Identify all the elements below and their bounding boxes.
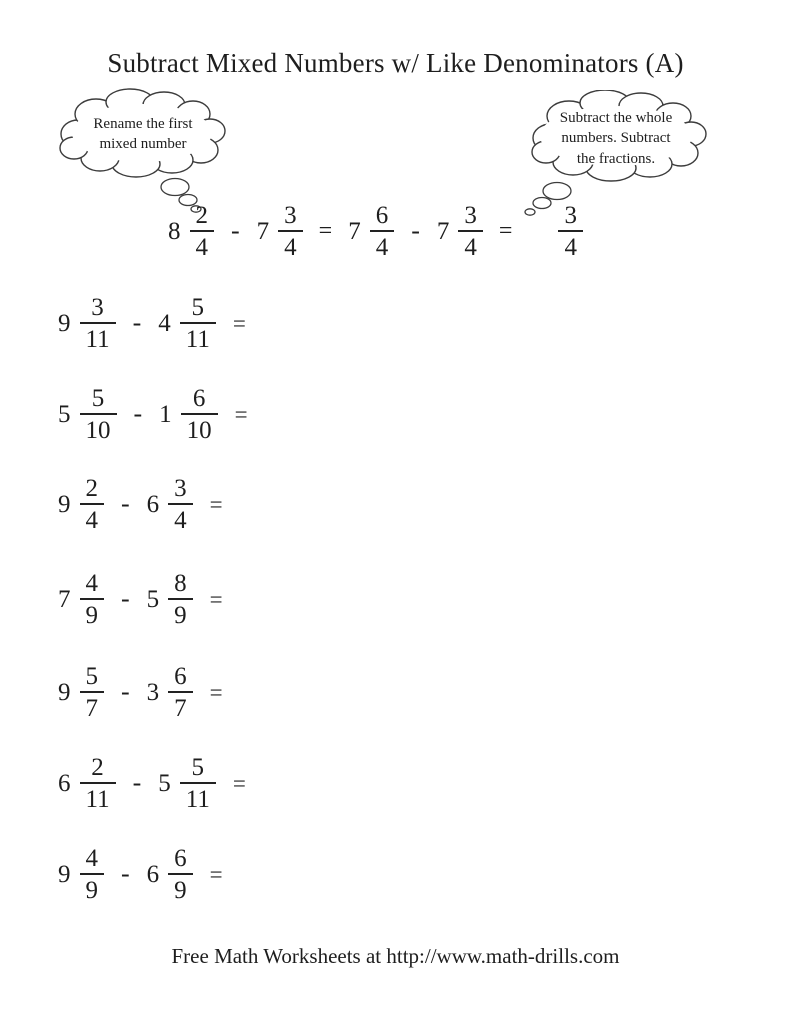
fraction-numerator: 2 (91, 754, 104, 781)
example-result-fraction (558, 200, 583, 262)
fraction (168, 843, 193, 905)
fraction-numerator: 8 (174, 570, 187, 597)
example-whole-3: 7 (348, 217, 361, 245)
fraction (80, 843, 105, 905)
fraction-denominator: 4 (174, 507, 187, 534)
bubble-right-line3: the fractions. (576, 150, 656, 167)
fraction (168, 661, 193, 723)
whole-number: 9 (58, 860, 71, 888)
fraction-denominator: 7 (85, 695, 98, 722)
fraction-denominator: 4 (564, 234, 577, 261)
whole-number: 3 (146, 678, 160, 706)
example-whole-1: 8 (168, 217, 181, 245)
example-row (168, 200, 583, 262)
fraction (80, 473, 105, 535)
minus-sign: - (121, 489, 130, 518)
fraction-numerator: 3 (284, 202, 297, 229)
equals-sign: = (232, 310, 246, 336)
problem-row-7 (58, 843, 223, 905)
bubble-right-text (537, 108, 695, 169)
fraction-numerator: 2 (195, 202, 208, 229)
fraction-denominator: 9 (85, 877, 98, 904)
fraction (80, 752, 116, 814)
fraction-denominator: 4 (375, 234, 389, 261)
fraction-numerator: 6 (174, 663, 187, 690)
minus-sign: - (231, 216, 240, 245)
whole-number: 9 (58, 309, 71, 337)
fraction-denominator: 11 (85, 786, 110, 813)
problem-row-5 (58, 661, 223, 723)
fraction-numerator: 2 (85, 475, 98, 502)
problem-row-2 (58, 383, 248, 445)
fraction-denominator: 9 (174, 602, 187, 629)
example-whole-4: 7 (436, 217, 450, 245)
equals-sign: = (318, 218, 333, 244)
minus-sign: - (121, 859, 130, 888)
footer-credit: Free Math Worksheets at http://www.math-drills.com (171, 944, 620, 968)
fraction (80, 568, 105, 630)
fraction (168, 473, 193, 535)
fraction-numerator: 3 (564, 202, 577, 229)
whole-number: 6 (146, 490, 160, 518)
minus-sign: - (411, 216, 420, 245)
fraction-numerator: 3 (464, 202, 477, 229)
problem-row-3 (58, 473, 223, 535)
fraction-denominator: 4 (284, 234, 297, 261)
fraction-denominator: 9 (85, 602, 98, 629)
equals-sign: = (209, 679, 223, 705)
minus-sign: - (121, 584, 130, 613)
fraction-numerator: 3 (91, 294, 104, 321)
fraction-denominator: 4 (195, 234, 208, 261)
fraction-numerator: 4 (85, 845, 98, 872)
whole-number: 1 (159, 400, 172, 428)
problem-row-4 (58, 568, 223, 630)
example-whole-2: 7 (256, 217, 270, 245)
bubble-left-line2: mixed number (99, 136, 187, 153)
fraction (80, 383, 117, 445)
equals-sign: = (209, 586, 223, 612)
bubble-right-line1: Subtract the whole (559, 110, 673, 126)
fraction (181, 383, 218, 445)
example-fraction-4 (458, 200, 483, 262)
fraction-numerator: 6 (174, 845, 187, 872)
fraction (168, 568, 193, 630)
bubble-left-text (72, 114, 214, 155)
fraction-denominator: 11 (85, 326, 110, 353)
fraction-denominator: 4 (464, 234, 477, 261)
minus-sign: - (133, 399, 143, 428)
whole-number: 4 (158, 309, 171, 337)
equals-sign: = (209, 491, 223, 517)
problem-row-1 (58, 292, 246, 354)
whole-number: 6 (146, 860, 160, 888)
whole-number: 9 (58, 490, 71, 518)
whole-number: 5 (58, 400, 71, 428)
fraction-denominator: 4 (85, 507, 98, 534)
fraction (80, 292, 116, 354)
fraction-numerator: 5 (85, 663, 98, 690)
fraction (80, 661, 105, 723)
fraction-numerator: 5 (191, 754, 205, 781)
whole-number: 5 (146, 585, 160, 613)
fraction-numerator: 6 (192, 385, 206, 412)
minus-sign: - (121, 677, 130, 706)
fraction-denominator: 11 (185, 786, 210, 813)
fraction-denominator: 10 (85, 417, 111, 444)
fraction (180, 752, 216, 814)
fraction-denominator: 11 (185, 326, 210, 353)
fraction-denominator: 10 (186, 417, 212, 444)
bubble-left-line1: Rename the first (93, 116, 193, 132)
fraction-numerator: 3 (174, 475, 187, 502)
fraction-numerator: 6 (375, 202, 389, 229)
minus-sign: - (132, 768, 142, 797)
page-title: Subtract Mixed Numbers w/ Like Denominators (A) (107, 48, 684, 78)
equals-sign: = (232, 770, 246, 796)
fraction-denominator: 7 (174, 695, 187, 722)
fraction (180, 292, 216, 354)
whole-number: 7 (58, 585, 71, 613)
example-fraction-1 (190, 200, 215, 262)
equals-sign: = (498, 218, 513, 244)
equals-sign: = (234, 401, 248, 427)
fraction-numerator: 5 (91, 385, 105, 412)
fraction-denominator: 9 (174, 877, 187, 904)
minus-sign: - (132, 308, 142, 337)
fraction-numerator: 5 (191, 294, 205, 321)
example-fraction-2 (278, 200, 303, 262)
bubble-right-line2: numbers. Subtract (561, 130, 671, 147)
whole-number: 5 (158, 769, 171, 797)
whole-number: 9 (58, 678, 71, 706)
problem-row-6 (58, 752, 246, 814)
example-fraction-3 (370, 200, 395, 262)
equals-sign: = (209, 861, 223, 887)
fraction-numerator: 4 (85, 570, 98, 597)
whole-number: 6 (58, 769, 71, 797)
